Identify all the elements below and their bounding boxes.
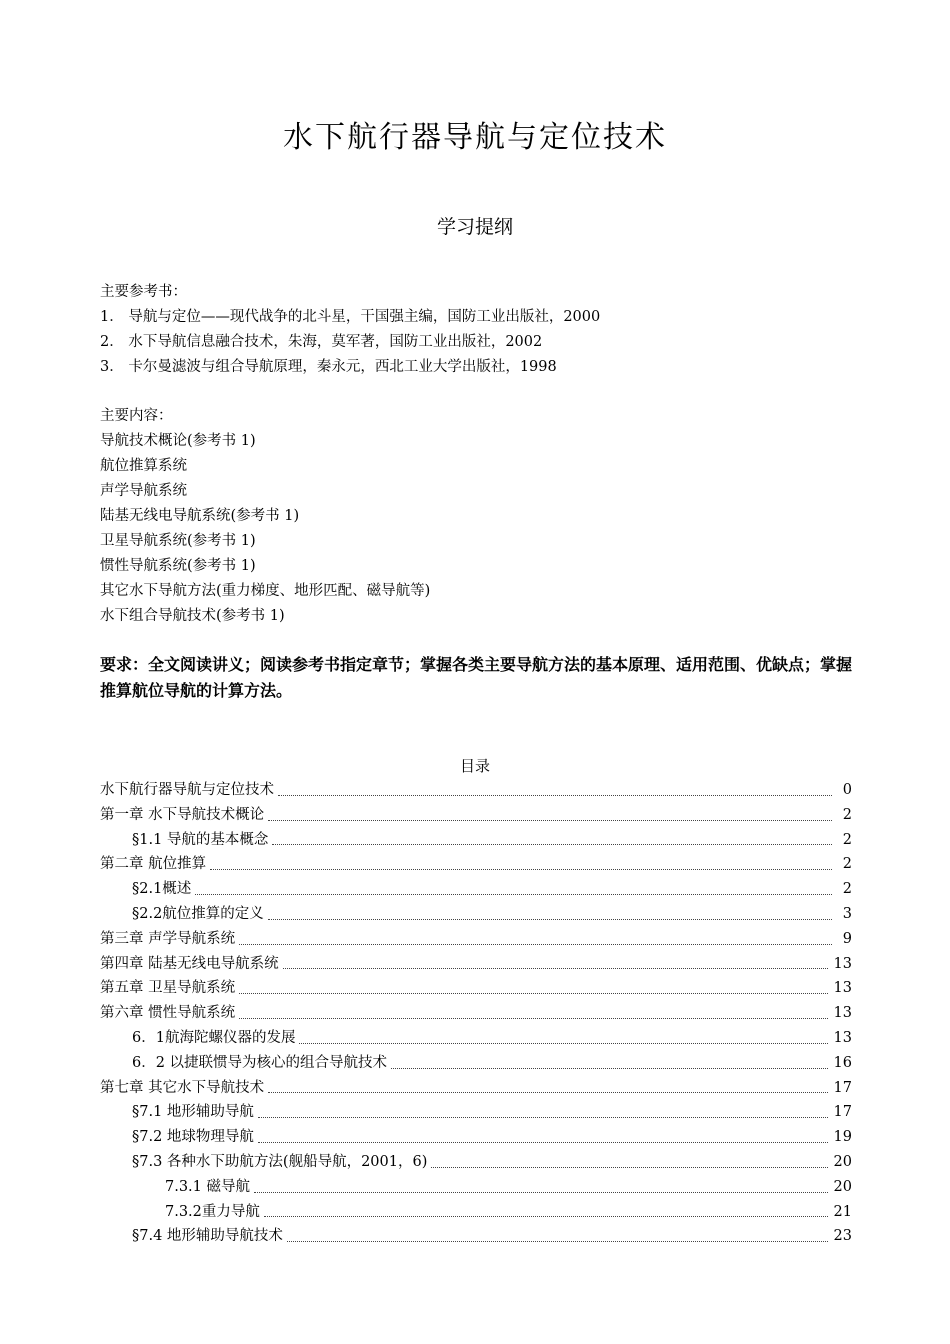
toc-entry-text: §7.1 地形辅助导航 [132, 1104, 254, 1121]
toc-entry-page: 2 [842, 881, 852, 898]
toc-dot-leader [268, 918, 832, 920]
toc-entry-page: 23 [833, 1228, 852, 1245]
document-title: 水下航行器导航与定位技术 [283, 120, 667, 155]
toc-entry-text: 第四章 陆基无线电导航系统 [100, 955, 279, 972]
toc-entry-page: 20 [833, 1178, 852, 1195]
toc-entry-page: 13 [833, 1029, 852, 1046]
toc-entry-text: 6．2 以捷联惯导为核心的组合导航技术 [132, 1054, 388, 1071]
contents-item: 陆基无线电导航系统(参考书 1) [100, 508, 300, 524]
toc-entry-page: 2 [842, 831, 852, 848]
toc-entry-page: 19 [833, 1129, 852, 1146]
reference-item: 1． 导航与定位——现代战争的北斗星，干国强主编，国防工业出版社，2000 [100, 309, 601, 325]
toc-entry-page: 2 [842, 856, 852, 873]
toc-entry-page: 2 [842, 806, 852, 823]
toc-entry-text: 第一章 水下导航技术概论 [100, 806, 265, 823]
toc-dot-leader [239, 943, 832, 945]
toc-dot-leader [278, 794, 832, 796]
contents-item: 水下组合导航技术(参考书 1) [100, 608, 285, 624]
toc-dot-leader [239, 1017, 827, 1019]
toc-entry[interactable] [100, 778, 852, 803]
toc-dot-leader [299, 1042, 827, 1044]
toc-dot-leader [195, 893, 832, 895]
toc-dot-leader [239, 992, 827, 994]
toc-entry[interactable] [100, 1150, 852, 1175]
toc-dot-leader [268, 1091, 827, 1093]
toc-entry-text: 第六章 惯性导航系统 [100, 1005, 236, 1022]
toc-entry[interactable] [100, 976, 852, 1001]
toc-entry-text: 第七章 其它水下导航技术 [100, 1079, 265, 1096]
contents-item: 其它水下导航方法(重力梯度、地形匹配、磁导航等) [100, 583, 431, 599]
toc-entry-text: 第五章 卫星导航系统 [100, 980, 236, 997]
toc-entry[interactable] [100, 877, 852, 902]
toc-entry-text: 第三章 声学导航系统 [100, 930, 236, 947]
toc-entry-text: §2.1概述 [132, 881, 192, 898]
toc-entry-text: 6．1航海陀螺仪器的发展 [132, 1029, 296, 1046]
requirements-paragraph: 要求：全文阅读讲义；阅读参考书指定章节；掌握各类主要导航方法的基本原理、适用范围、优缺点；掌握推算航位导航的计算方法。 [100, 655, 853, 700]
toc-entry[interactable] [100, 828, 852, 853]
toc-dot-leader [268, 819, 832, 821]
toc-entry-page: 20 [833, 1153, 852, 1170]
toc-entry-text: 7.3.2重力导航 [165, 1203, 260, 1220]
toc-entry-text: §7.3 各种水下助航方法(舰船导航，2001，6) [132, 1153, 428, 1170]
contents-heading: 主要内容： [100, 408, 173, 424]
toc-entry-text: §7.4 地形辅助导航技术 [132, 1228, 283, 1245]
toc-dot-leader [258, 1141, 828, 1143]
toc-entry[interactable] [100, 1175, 852, 1200]
table-of-contents [100, 778, 852, 1249]
toc-entry[interactable] [100, 803, 852, 828]
toc-entry-page: 13 [833, 955, 852, 972]
toc-entry[interactable] [100, 902, 852, 927]
toc-entry[interactable] [100, 1200, 852, 1225]
toc-dot-leader [254, 1191, 828, 1193]
contents-item: 声学导航系统 [100, 483, 187, 499]
toc-entry-page: 17 [833, 1079, 852, 1096]
toc-entry-text: 水下航行器导航与定位技术 [100, 782, 274, 798]
toc-entry[interactable] [100, 1100, 852, 1125]
contents-item: 卫星导航系统(参考书 1) [100, 533, 256, 549]
toc-entry-page: 17 [833, 1104, 852, 1121]
toc-entry-page: 13 [833, 980, 852, 997]
toc-entry-page: 0 [842, 782, 852, 798]
toc-dot-leader [272, 843, 832, 845]
toc-entry[interactable] [100, 852, 852, 877]
toc-entry-page: 21 [833, 1203, 852, 1220]
toc-entry[interactable] [100, 1001, 852, 1026]
toc-entry[interactable] [100, 927, 852, 952]
references-section [100, 280, 860, 380]
toc-entry[interactable] [100, 1026, 852, 1051]
contents-section [100, 404, 860, 629]
toc-dot-leader [264, 1215, 828, 1217]
toc-dot-leader [283, 967, 828, 969]
toc-entry-page: 9 [842, 930, 852, 947]
toc-entry[interactable] [100, 952, 852, 977]
toc-entry-text: 第二章 航位推算 [100, 856, 207, 873]
reference-item: 2． 水下导航信息融合技术，朱海，莫军著，国防工业出版社，2002 [100, 334, 543, 350]
toc-dot-leader [258, 1116, 828, 1118]
toc-entry-page: 13 [833, 1005, 852, 1022]
toc-dot-leader [210, 868, 832, 870]
toc-entry[interactable] [100, 1224, 852, 1249]
toc-entry[interactable] [100, 1125, 852, 1150]
references-heading: 主要参考书： [100, 284, 187, 300]
toc-dot-leader [287, 1240, 828, 1242]
contents-item: 惯性导航系统(参考书 1) [100, 558, 256, 574]
toc-entry-text: §1.1 导航的基本概念 [132, 831, 269, 848]
reference-item: 3． 卡尔曼滤波与组合导航原理，秦永元，西北工业大学出版社，1998 [100, 359, 557, 375]
document-subtitle: 学习提纲 [436, 216, 513, 238]
toc-entry[interactable] [100, 1076, 852, 1101]
toc-entry-text: §2.2航位推算的定义 [132, 905, 264, 922]
toc-title: 目录 [459, 757, 490, 775]
toc-dot-leader [391, 1067, 827, 1069]
toc-dot-leader [431, 1166, 827, 1168]
toc-entry-text: 7.3.1 磁导航 [165, 1178, 251, 1195]
toc-entry[interactable] [100, 1051, 852, 1076]
contents-item: 航位推算系统 [100, 458, 187, 474]
toc-entry-text: §7.2 地球物理导航 [132, 1129, 254, 1146]
toc-entry-page: 3 [842, 905, 852, 922]
toc-entry-page: 16 [833, 1054, 852, 1071]
contents-item: 导航技术概论(参考书 1) [100, 433, 256, 449]
